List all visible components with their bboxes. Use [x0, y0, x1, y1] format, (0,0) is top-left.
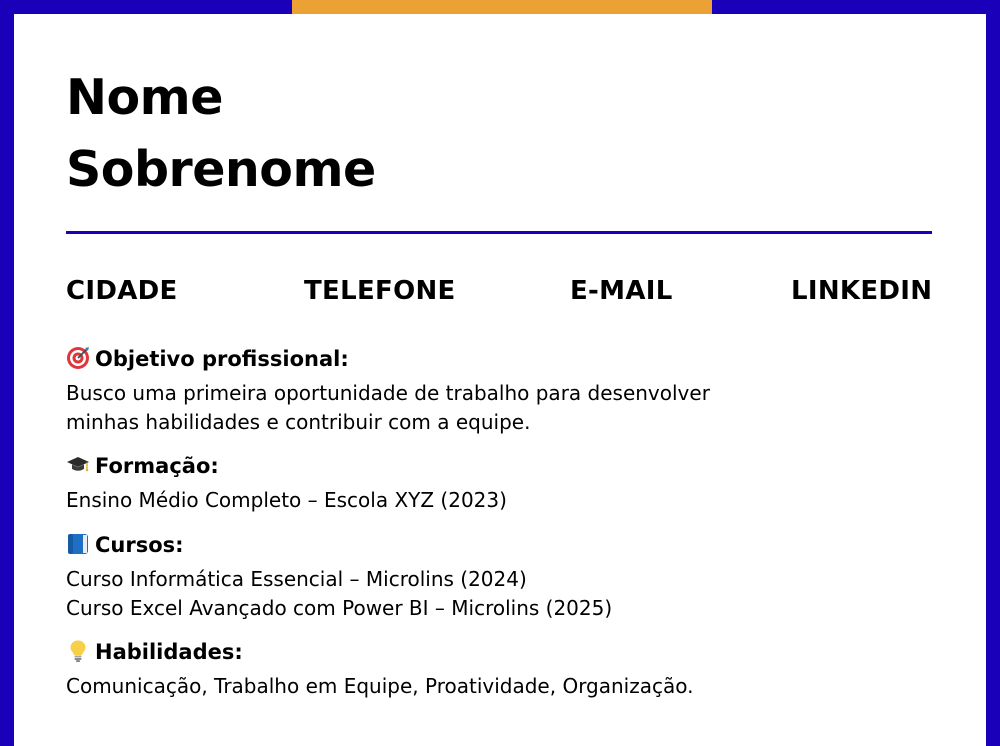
skills-text — [66, 672, 694, 701]
education-line-1: Ensino Médio Completo – Escola XYZ (2023) — [66, 488, 507, 512]
top-accent-bar — [292, 0, 712, 14]
graduation-cap-icon — [66, 453, 90, 477]
first-name: Nome — [66, 69, 223, 126]
target-icon — [66, 346, 90, 370]
full-name — [66, 62, 376, 206]
skills-title: Habilidades: — [95, 640, 243, 664]
contact-linkedin: LINKEDIN — [791, 276, 933, 306]
objective-heading — [66, 344, 349, 374]
contact-city: CIDADE — [66, 276, 178, 306]
skills-line-1: Comunicação, Trabalho em Equipe, Proatividade, Organização. — [66, 674, 694, 698]
education-text — [66, 486, 507, 515]
objective-text — [66, 379, 710, 437]
blue-book-icon — [66, 532, 90, 556]
objective-title: Objetivo profissional: — [95, 347, 349, 371]
courses-line-2: Curso Excel Avançado com Power BI – Microlins (2025) — [66, 596, 613, 620]
contact-email: E-MAIL — [570, 276, 673, 306]
header-divider — [66, 231, 932, 234]
objective-line-1: Busco uma primeira oportunidade de trabalho para desenvolver — [66, 381, 710, 405]
skills-heading — [66, 637, 243, 667]
courses-heading — [66, 530, 184, 560]
light-bulb-icon — [66, 639, 90, 663]
courses-text — [66, 565, 612, 623]
education-title: Formação: — [95, 454, 219, 478]
courses-line-1: Curso Informática Essencial – Microlins (2024) — [66, 567, 527, 591]
contact-phone: TELEFONE — [304, 276, 456, 306]
last-name: Sobrenome — [66, 141, 376, 198]
education-heading — [66, 451, 219, 481]
courses-title: Cursos: — [95, 533, 184, 557]
resume-page — [14, 14, 986, 746]
objective-line-2: minhas habilidades e contribuir com a equipe. — [66, 410, 531, 434]
